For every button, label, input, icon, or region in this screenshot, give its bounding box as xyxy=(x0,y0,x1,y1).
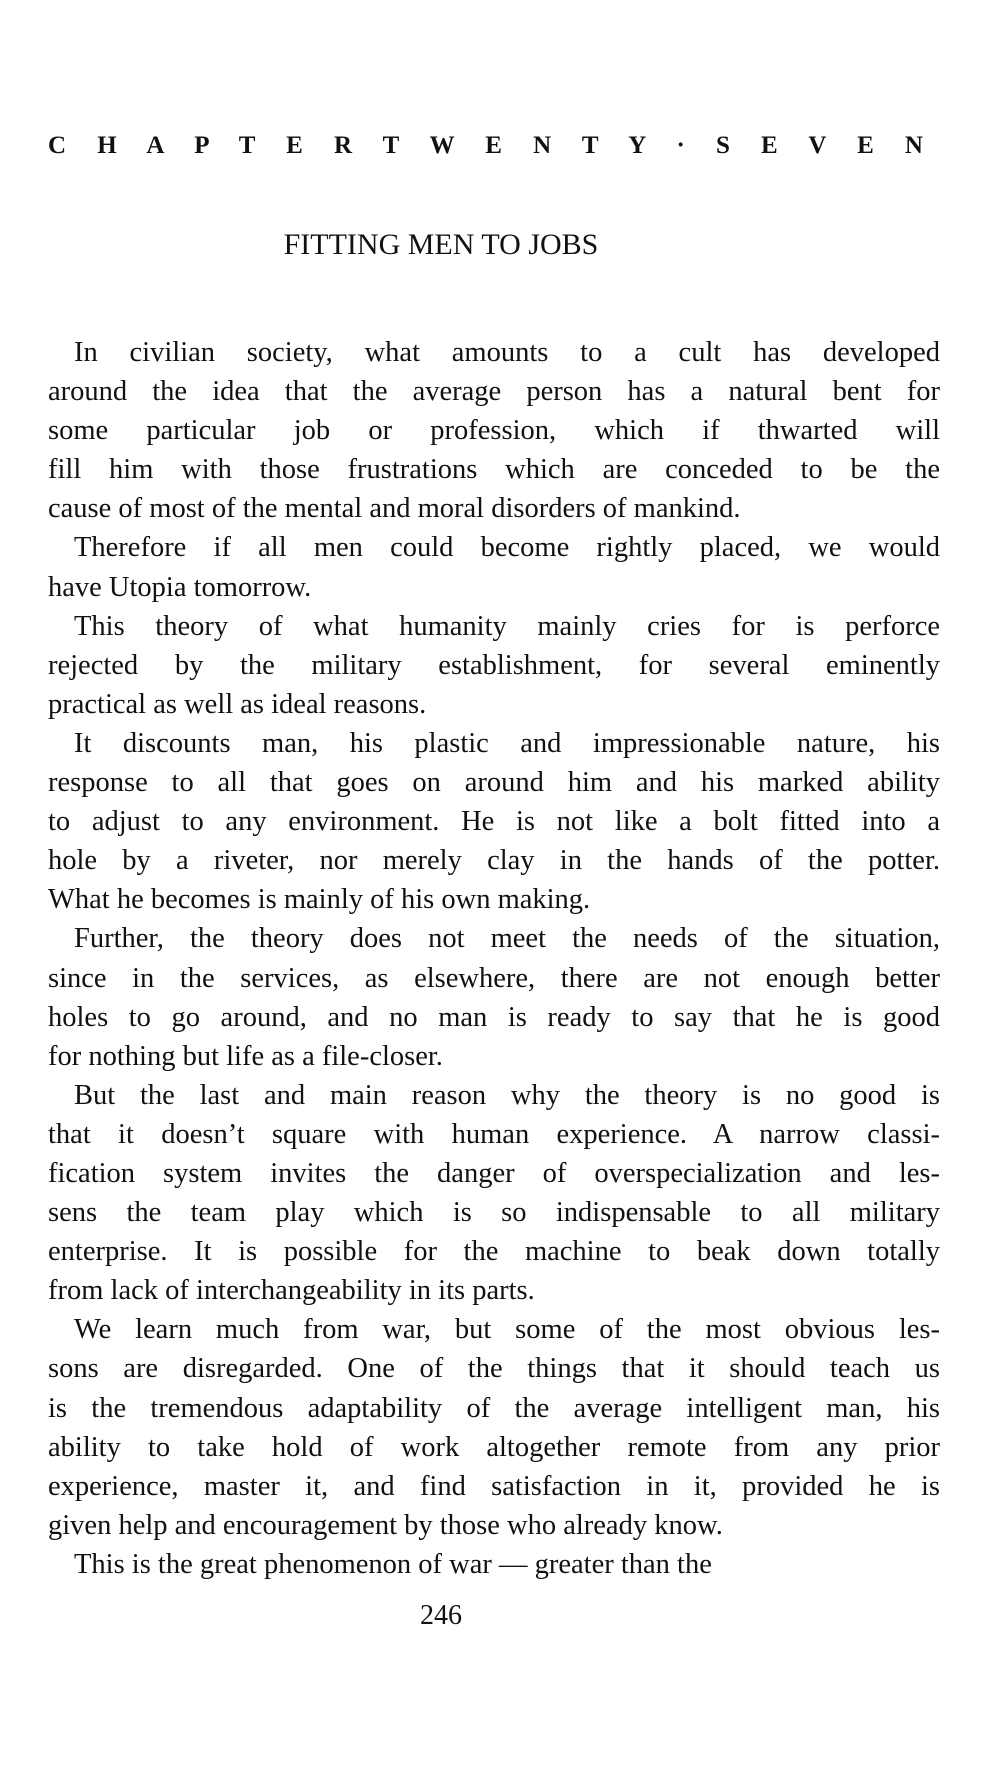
body-text xyxy=(48,333,940,1584)
text-line: that it doesn’t square with human experience. A narrow classi- xyxy=(48,1118,940,1150)
text-line: given help and encouragement by those who already know. xyxy=(48,1509,723,1541)
text-line: hole by a riveter, nor merely clay in the hands of the potter. xyxy=(48,845,940,877)
chapter-title: FITTING MEN TO JOBS xyxy=(283,228,599,261)
text-line: is the tremendous adaptability of the average intelligent man, his xyxy=(48,1392,940,1424)
text-line: But the last and main reason why the theory is no good is xyxy=(74,1079,940,1111)
paragraph xyxy=(48,1076,940,1311)
paragraph xyxy=(48,919,940,1075)
text-line: practical as well as ideal reasons. xyxy=(48,688,427,720)
text-line: What he becomes is mainly of his own making. xyxy=(48,884,591,916)
text-line: We learn much from war, but some of the most obvious les- xyxy=(74,1314,940,1346)
text-line: cause of most of the mental and moral disorders of mankind. xyxy=(48,493,741,525)
text-line: rejected by the military establishment, for several eminently xyxy=(48,649,940,681)
text-line: for nothing but life as a file-closer. xyxy=(48,1040,443,1072)
paragraph xyxy=(48,333,940,528)
text-line: sons are disregarded. One of the things that it should teach us xyxy=(48,1353,940,1385)
text-line: This is the great phenomenon of war — greater than the xyxy=(74,1548,712,1580)
text-line: Therefore if all men could become rightly placed, we would xyxy=(74,532,940,564)
text-line: experience, master it, and find satisfaction in it, provided he is xyxy=(48,1470,940,1502)
text-line: holes to go around, and no man is ready to say that he is good xyxy=(48,1001,940,1033)
paragraph xyxy=(48,724,940,919)
text-line: to adjust to any environment. He is not like a bolt fitted into a xyxy=(48,806,940,838)
text-line: ability to take hold of work altogether remote from any prior xyxy=(48,1431,940,1463)
paragraph xyxy=(48,607,940,724)
chapter-heading-text: C H A P T E R T W E N T Y · S E V E N xyxy=(48,132,923,159)
text-line: This theory of what humanity mainly cries for is perforce xyxy=(74,610,940,642)
text-line: from lack of interchangeability in its parts. xyxy=(48,1275,535,1307)
paragraph xyxy=(48,1310,940,1545)
chapter-heading xyxy=(48,132,923,160)
text-line: around the idea that the average person has a natural bent for xyxy=(48,376,940,408)
text-line: some particular job or profession, which if thwarted will xyxy=(48,415,940,447)
text-line: response to all that goes on around him and his marked ability xyxy=(48,767,940,799)
text-line: In civilian society, what amounts to a cult has developed xyxy=(74,337,940,368)
paragraph xyxy=(48,1545,940,1584)
paragraph xyxy=(48,528,940,606)
page-number: 246 xyxy=(420,1600,462,1631)
text-line: have Utopia tomorrow. xyxy=(48,571,312,603)
text-line: sens the team play which is so indispensable to all military xyxy=(48,1197,940,1229)
text-line: enterprise. It is possible for the machine to beak down totally xyxy=(48,1236,940,1268)
text-line: fication system invites the danger of overspecialization and les- xyxy=(48,1157,940,1189)
text-line: fill him with those frustrations which are conceded to be the xyxy=(48,454,940,486)
text-line: since in the services, as elsewhere, there are not enough better xyxy=(48,962,940,994)
text-line: It discounts man, his plastic and impressionable nature, his xyxy=(74,727,940,759)
text-line: Further, the theory does not meet the needs of the situation, xyxy=(74,923,940,955)
